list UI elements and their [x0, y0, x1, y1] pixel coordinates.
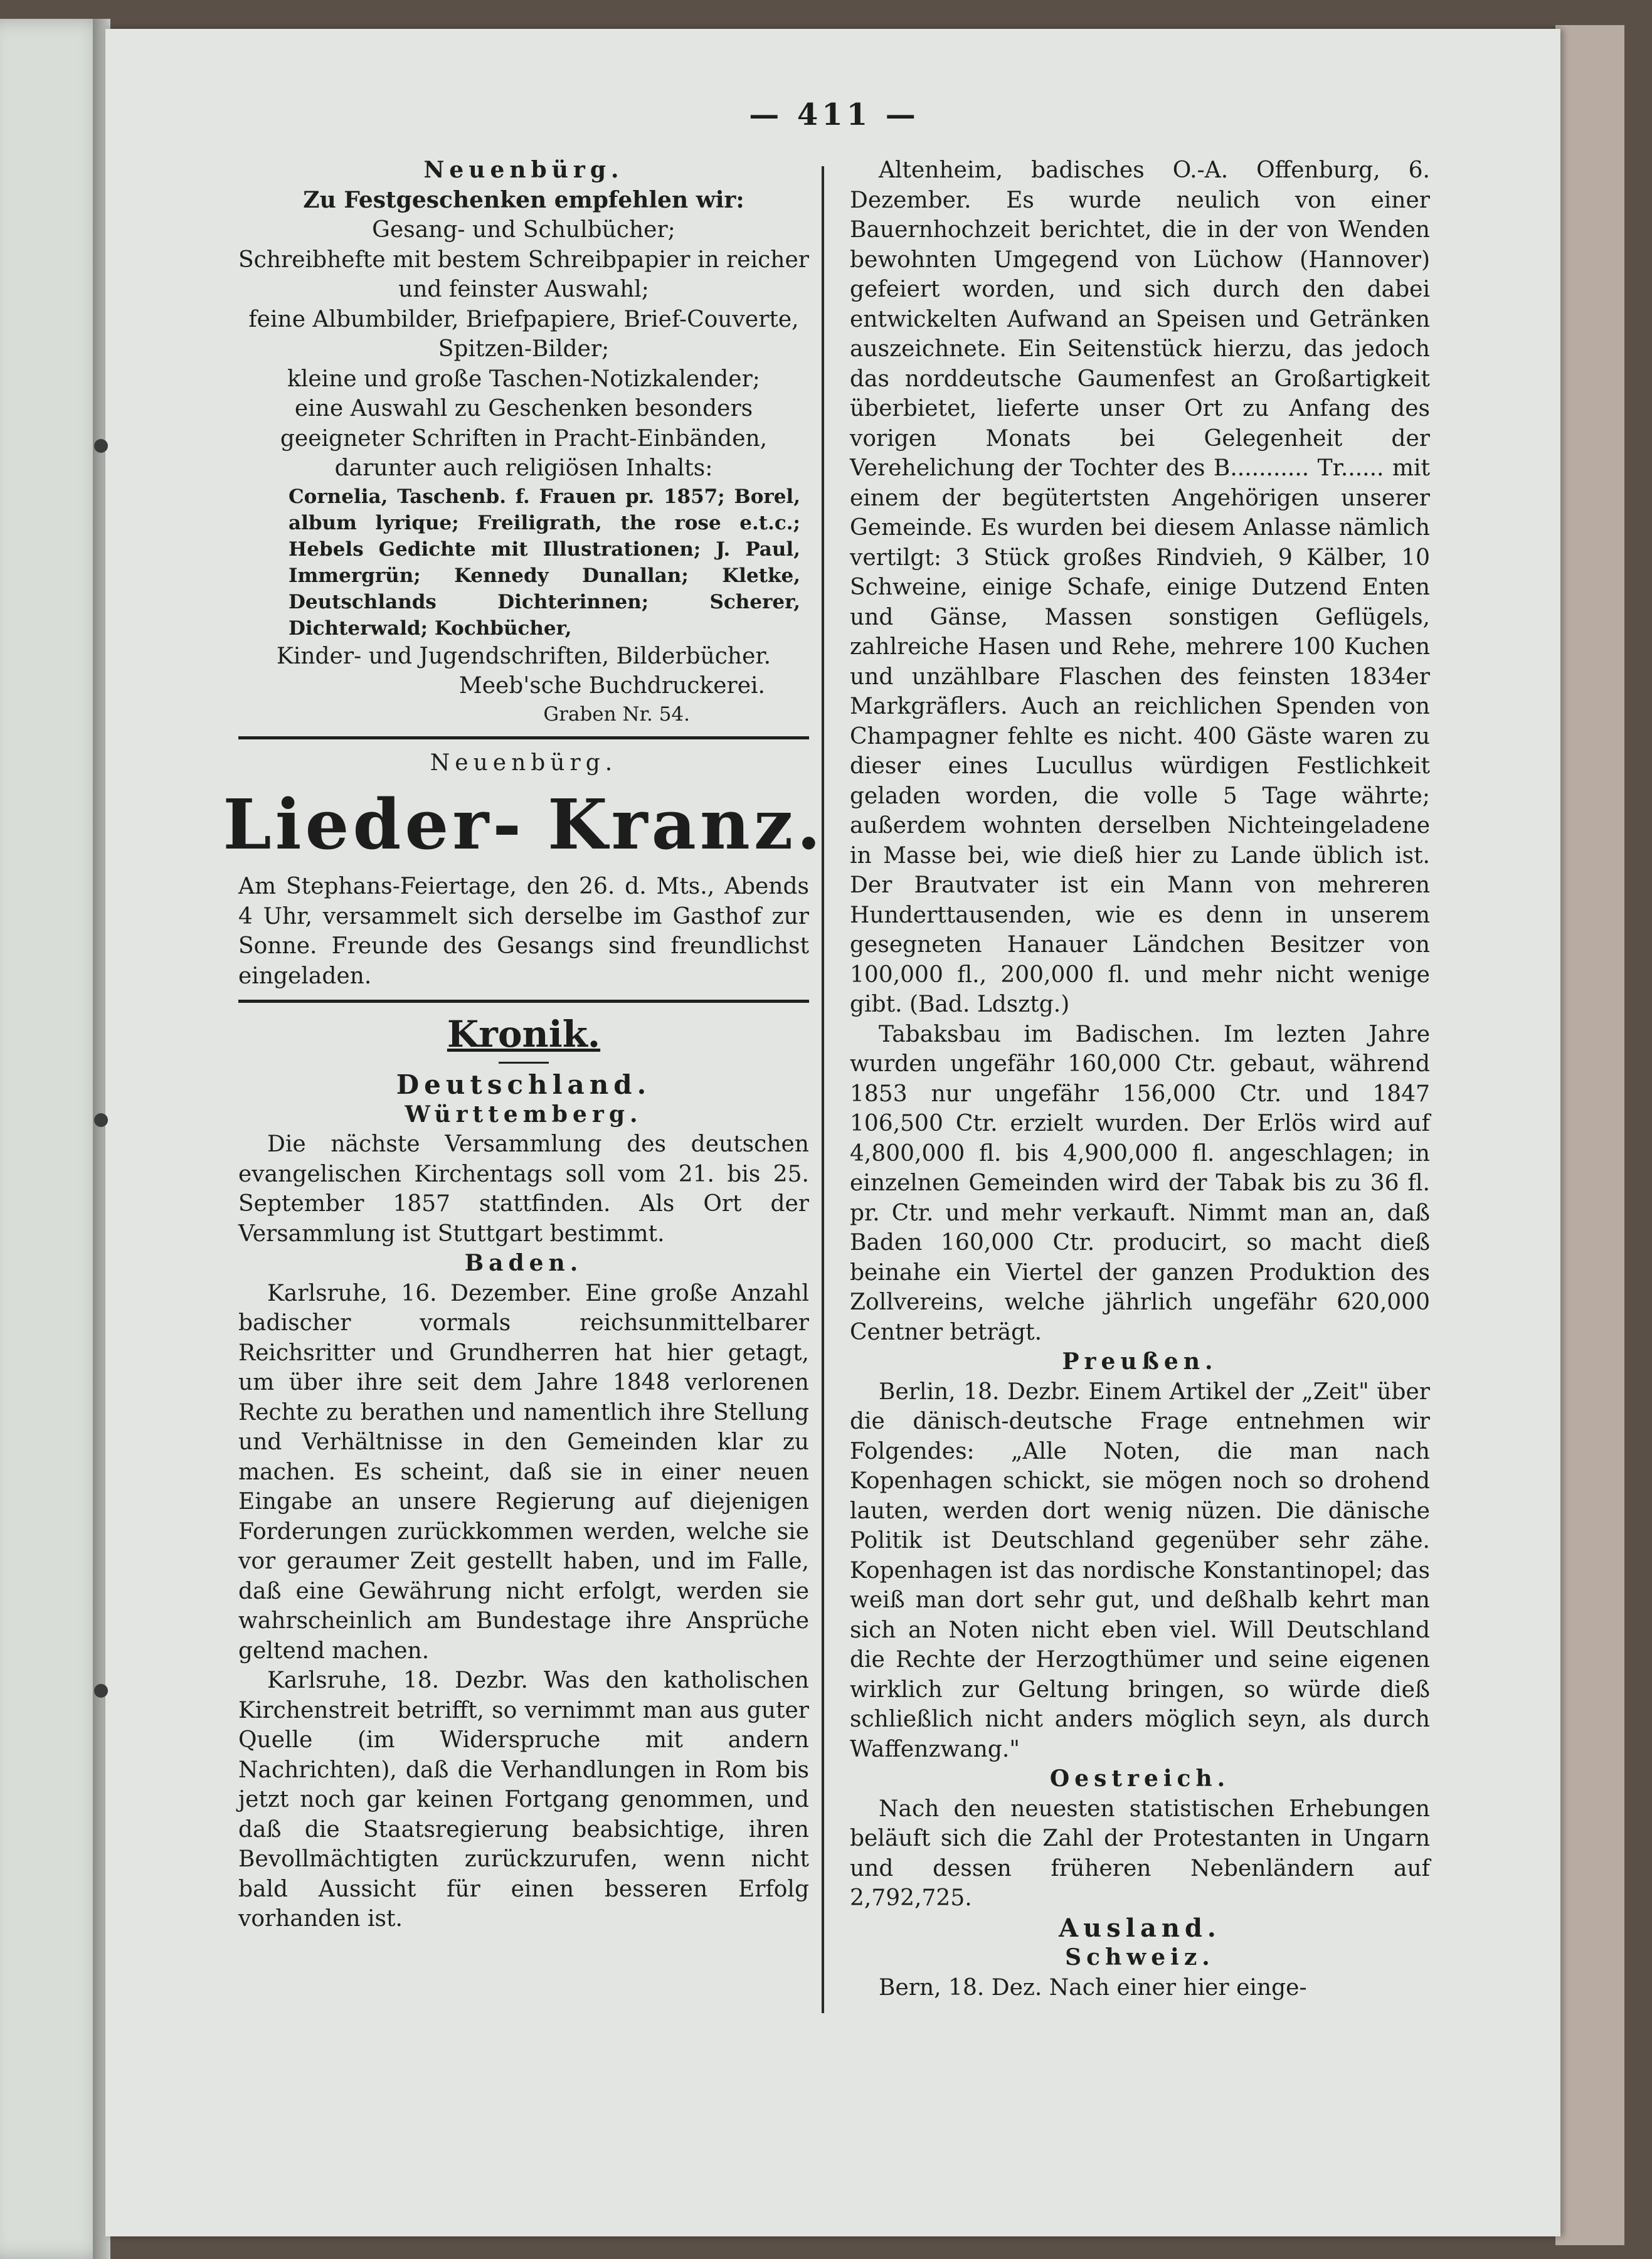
- advert-book-titles: Cornelia, Taschenb. f. Frauen pr. 1857; Borel, album lyrique; Freiligrath, the rose e.t.c.; Hebels Gedichte mit Illustrationen; J. Paul, Immergrün; Kennedy Dunallan; Kletke, Deutschlands Dichterinnen; Scherer, Dichterwald; Kochbücher,: [289, 485, 800, 640]
- liederkranz-advert: [223, 748, 825, 992]
- advert-line: Gesang- und Schulbücher;: [372, 217, 675, 243]
- kronik-title: Kronik.: [447, 1013, 601, 1055]
- bookshop-advert: [238, 156, 809, 727]
- left-column: [223, 156, 825, 1934]
- country-heading: Deutschland.: [396, 1069, 652, 1100]
- article-paragraph: Altenheim, badisches O.-A. Offenburg, 6. Dezember. Es wurde neulich von einer Bauernhochzeit berichtet, die in der von Wenden bewohnten Umgegend von Lüchow (Hannover) gefeiert worden, und sich durch den dabei entwickelten Aufwand an Speisen und Getränken auszeichnete. Ein Seitenstück hierzu, das jedoch das norddeutsche Gaumenfest an Großartigkeit überbietet, lieferte unser Ort zu Anfang des vorigen Monats bei Gelegenheit der Verehelichung der Tochter des B........... Tr...... mit einem der begütertsten Angehörigen unserer Gemeinde. Es wurden bei diesem Anlasse nämlich vertilgt: 3 Stück großes Rindvieh, 9 Kälber, 10 Schweine, einige Schafe, einige Dutzend Enten und Gänse, Massen sonstigen Geflügels, zahlreiche Hasen und Rehe, mehrere 100 Kuchen und unzählbare Flaschen des feinsten 1834er Markgräflers. Auch an reichlichen Spenden von Champagner fehlte es nicht. 400 Gäste waren zu dieser eines Lucullus würdigen Festlichkeit geladen worden, die volle 5 Tage währte; außerdem wohnten derselben Nichteingeladene in Masse bei, wie dieß hier zu Lande üblich ist. Der Brautvater ist ein Mann von mehreren Hunderttausenden, wie es denn in unserem gesegneten Hanauer Ländchen Besitzer von 100,000 fl., 200,000 fl. und mehr nicht wenige gibt. (Bad. Ldsztg.): [850, 157, 1430, 1017]
- advert-address: Graben Nr. 54.: [543, 702, 690, 726]
- article-paragraph: Bern, 18. Dez. Nach einer hier einge-: [879, 1974, 1307, 2001]
- article-paragraph: Tabaksbau im Badischen. Im lezten Jahre wurden ungefähr 160,000 Ctr. gebaut, während 1853 nur ungefähr 156,000 Ctr. und 1847 106,500 Ctr. erzielt wurden. Der Erlös wird auf 4,800,000 fl. bis 4,900,000 fl. angeschlagen; in einzelnen Gemeinden wird der Tabak bis zu 36 fl. pr. Ctr. und mehr verkauft. Nimmt man an, daß Baden 160,000 Ctr. producirt, so macht dieß beinahe ein Viertel der ganzen Produktion des Zollvereins, welche jährlich ungefähr 620,000 Centner beträgt.: [850, 1021, 1430, 1345]
- section-rule: [238, 736, 809, 739]
- binding-stitch: [94, 1684, 108, 1698]
- kronik-section: [238, 1012, 809, 1934]
- advert-firm: Meeb'sche Buchdruckerei.: [458, 673, 765, 699]
- short-rule: [499, 1062, 549, 1064]
- advert-place: Neuenbürg.: [423, 157, 624, 183]
- section-rule: [238, 1000, 809, 1003]
- article-paragraph: Karlsruhe, 16. Dezember. Eine große Anzahl badischer vormals reichsunmittelbarer Reichsritter und Grundherren hat hier getagt, um über ihre seit dem Jahre 1848 verlorenen Rechte zu berathen und namentlich ihre Stellung und Verhältnisse in den Gemeinden klar zu machen. Es scheint, daß sie in einer neuen Eingabe an unsere Regierung auf diejenigen Forderungen zurückkommen werden, welche sie vor geraumer Zeit gestellt haben, und im Falle, daß eine Gewährung nicht erfolgt, werden sie wahrscheinlich am Bundestage ihre Ansprüche geltend machen.: [238, 1280, 809, 1664]
- article-paragraph: Berlin, 18. Dezbr. Einem Artikel der „Zeit" über die dänisch-deutsche Frage entnehmen wir Folgendes: „Alle Noten, die man nach Kopenhagen schickt, sie mögen noch so drohend lauten, werden dort wenig nüzen. Die dänische Politik ist Deutschland gegenüber sehr zähe. Kopenhagen ist das nordische Konstantinopel; das weiß man dort sehr gut, und deßhalb kehrt man sich an Noten nicht eben viel. Will Deutschland die Rechte der Herzogthümer und seine eigenen wirklich zur Geltung bringen, so würde dieß schließlich nicht anders möglich seyn, als durch Waffenzwang.": [850, 1378, 1430, 1762]
- advert-line: Kinder- und Jugendschriften, Bilderbücher.: [276, 643, 771, 669]
- advert-line: eine Auswahl zu Geschenken besonders geeigneter Schriften in Pracht-Einbänden, darunter auch religiösen Inhalts:: [280, 396, 768, 481]
- region-heading: Württemberg.: [405, 1101, 643, 1128]
- region-heading: Baden.: [464, 1250, 583, 1276]
- title-part: Lieder-: [223, 784, 526, 865]
- advert-heading: Zu Festgeschenken empfehlen wir:: [303, 186, 744, 213]
- column-rule: [822, 166, 824, 2013]
- region-heading: Schweiz.: [1065, 1944, 1215, 1971]
- advert-place: Neuenbürg.: [430, 749, 618, 776]
- liederkranz-text: Am Stephans-Feiertage, den 26. d. Mts., Abends 4 Uhr, versammelt sich derselbe im Gasthof zur Sonne. Freunde des Gesangs sind freundlichst eingeladen.: [238, 874, 809, 989]
- binding-stitch: [94, 1113, 108, 1127]
- title-part: Kranz.: [548, 784, 825, 865]
- country-heading: Ausland.: [1059, 1913, 1221, 1943]
- liederkranz-title: [223, 778, 825, 872]
- article-paragraph: Die nächste Versammlung des deutschen evangelischen Kirchentags soll vom 21. bis 25. September 1857 stattfinden. Als Ort der Versammlung ist Stuttgart bestimmt.: [238, 1131, 809, 1247]
- page-edge: [1555, 25, 1624, 2245]
- advert-line: Schreibhefte mit bestem Schreibpapier in reicher und feinster Auswahl;: [238, 246, 809, 302]
- article-paragraph: Nach den neuesten statistischen Erhebungen beläuft sich die Zahl der Protestanten in Ungarn und dessen früheren Nebenländern auf 2,792,725.: [850, 1796, 1430, 1911]
- advert-line: kleine und große Taschen-Notizkalender;: [287, 366, 760, 392]
- article-paragraph: Karlsruhe, 18. Dezbr. Was den katholischen Kirchenstreit betrifft, so vernimmt man aus guter Quelle (im Widerspruche mit andern Nachrichten), daß die Verhandlungen in Rom bis jetzt noch gar keinen Fortgang genommen, und daß die Staatsregierung beabsichtige, ihren Bevollmächtigten zurückzurufen, wenn nicht bald Aussicht für einen besseren Erfolg vorhanden ist.: [238, 1668, 809, 1932]
- region-heading: Oestreich.: [1049, 1765, 1231, 1792]
- region-heading: Preußen.: [1062, 1348, 1218, 1375]
- binding-stitch: [94, 439, 108, 453]
- page-number: — 411 —: [749, 97, 919, 132]
- advert-line: feine Albumbilder, Briefpapiere, Brief-Couverte, Spitzen-Bilder;: [248, 306, 799, 362]
- right-column: [850, 156, 1430, 2002]
